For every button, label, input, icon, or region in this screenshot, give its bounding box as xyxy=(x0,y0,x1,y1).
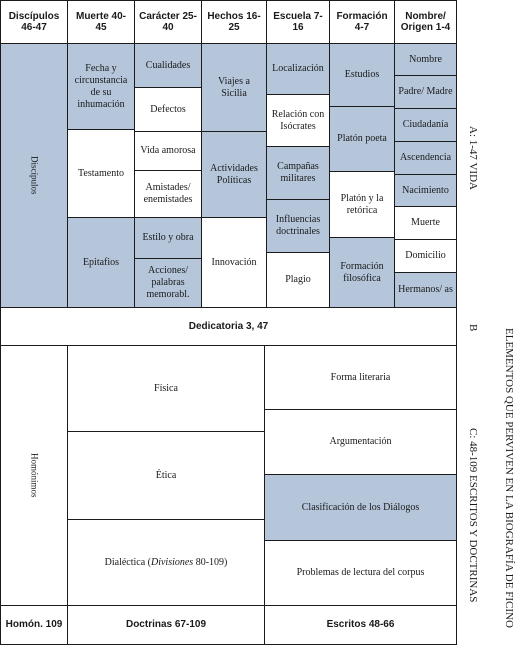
cell-muerte: Muerte xyxy=(394,206,457,240)
cell-formacion-filosofica: Formación filosófica xyxy=(329,237,395,308)
discipulos-label: Discípulos xyxy=(29,156,40,195)
cell-ascendencia: Ascendencia xyxy=(394,141,457,175)
cell-localizacion: Localización xyxy=(266,43,330,95)
side-title: ELEMENTOS QUE PERVIVEN EN LA BIOGRAFÍA DE FICINO xyxy=(503,328,515,628)
cell-testamento: Testamento xyxy=(67,129,135,218)
side-label-a: A: 1-47 VIDA xyxy=(467,126,479,190)
cell-relacion: Relación con Isócrates xyxy=(266,94,330,147)
header-formacion: Formación 4-7 xyxy=(329,0,395,44)
cell-amistades: Amistades/ enemistades xyxy=(134,170,202,218)
footer-homon: Homón. 109 xyxy=(0,605,68,645)
cell-nacimiento: Nacimiento xyxy=(394,174,457,207)
homonimos-label: Homónimos xyxy=(29,453,40,498)
cell-etica: Ética xyxy=(67,431,265,520)
cell-influencias: Influencias doctrinales xyxy=(266,199,330,253)
footer-doctrinas: Doctrinas 67-109 xyxy=(67,605,265,645)
cell-homonimos xyxy=(0,345,68,606)
cell-padre: Padre/ Madre xyxy=(394,75,457,109)
cell-estudios: Estudios xyxy=(329,43,395,107)
cell-problemas: Problemas de lectura del corpus xyxy=(264,540,457,606)
footer-escritos: Escritos 48-66 xyxy=(264,605,457,645)
cell-dialectica xyxy=(67,519,265,606)
cell-cualidades: Cualidades xyxy=(134,43,202,88)
cell-platon-poeta: Platón poeta xyxy=(329,106,395,172)
cell-plagio: Plagio xyxy=(266,252,330,308)
cell-estilo: Estilo y obra xyxy=(134,217,202,259)
side-label-b: B xyxy=(467,324,479,332)
side-label-c: C: 48-109 ESCRITOS Y DOCTRINAS xyxy=(467,427,479,603)
cell-campanas: Campañas militares xyxy=(266,146,330,200)
dialectica-italic: Divisiones xyxy=(150,556,194,568)
cell-forma-literaria: Forma literaria xyxy=(264,345,457,410)
header-hechos: Hechos 16-25 xyxy=(201,0,267,44)
header-discipulos: Discípulos 46-47 xyxy=(0,0,68,44)
cell-ciudadania: Ciudadanía xyxy=(394,108,457,142)
header-nombre: Nombre/ Origen 1-4 xyxy=(394,0,457,44)
cell-domicilio: Domicilio xyxy=(394,239,457,273)
cell-discipulos xyxy=(0,43,68,308)
cell-defectos: Defectos xyxy=(134,87,202,132)
cell-epitafios: Epitafios xyxy=(67,217,135,308)
cell-vida-amorosa: Vida amorosa xyxy=(134,131,202,171)
cell-fecha: Fecha y circunstancia de su inhumación xyxy=(67,43,135,130)
cell-actividades: Actividades Políticas xyxy=(201,131,267,218)
cell-clasificacion: Clasificación de los Diálogos xyxy=(264,474,457,541)
cell-platon-retorica: Platón y la retórica xyxy=(329,171,395,238)
cell-argumentacion: Argumentación xyxy=(264,409,457,475)
cell-nombre: Nombre xyxy=(394,43,457,76)
header-escuela: Escuela 7-16 xyxy=(266,0,330,44)
cell-innovacion: Innovación xyxy=(201,217,267,308)
cell-acciones: Acciones/ palabras memorabl. xyxy=(134,258,202,308)
header-caracter: Carácter 25-40 xyxy=(134,0,202,44)
cell-dedicatoria: Dedicatoria 3, 47 xyxy=(0,307,457,346)
header-muerte: Muerte 40-45 xyxy=(67,0,135,44)
cell-hermanos: Hermanos/ as xyxy=(394,272,457,308)
cell-viajes: Viajes a Sicilia xyxy=(201,43,267,132)
cell-fisica: Física xyxy=(67,345,265,432)
dialectica-text: Dialéctica (Divisiones 80-109) xyxy=(104,556,228,568)
